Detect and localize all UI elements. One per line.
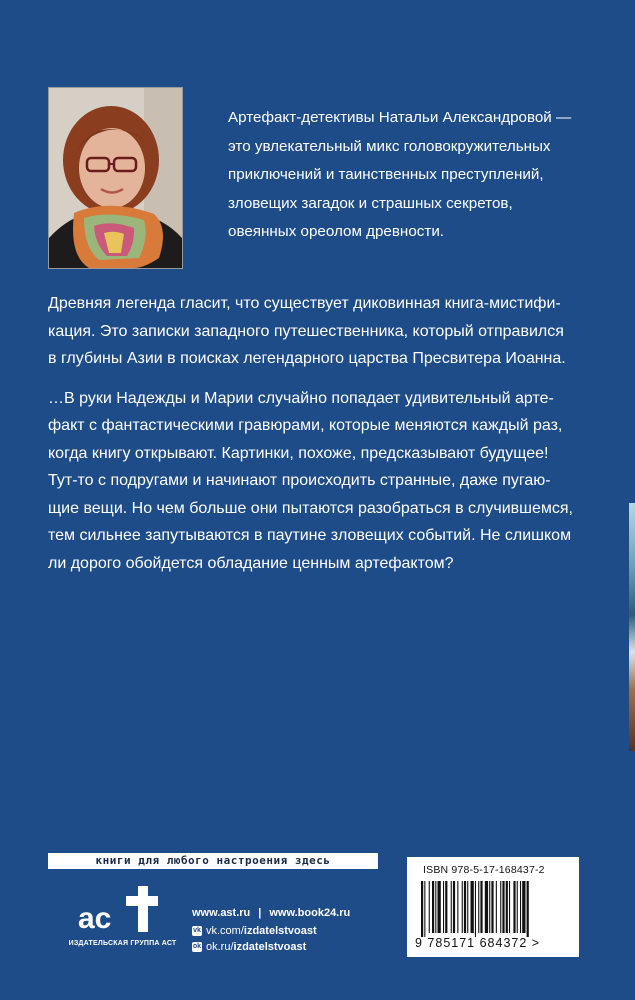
barcode-bar — [445, 881, 447, 933]
barcode-bar — [502, 881, 504, 933]
ast-logo-icon — [60, 880, 185, 940]
barcode-bar — [478, 881, 479, 933]
vk-link-row[interactable] — [192, 923, 350, 939]
barcode-bar — [443, 881, 444, 933]
svg-text:ac: ac — [78, 902, 112, 935]
barcode-bar — [500, 881, 501, 933]
vk-icon: vk — [193, 927, 201, 934]
barcode-bar — [491, 881, 493, 933]
barcode-bar — [435, 881, 436, 933]
barcode-bar — [520, 881, 521, 933]
barcode-bar — [517, 881, 518, 933]
author-intro — [228, 104, 608, 247]
author-photo — [48, 87, 183, 269]
barcode-image — [421, 881, 567, 937]
barcode-bar — [489, 881, 490, 933]
barcode-bar — [432, 881, 434, 933]
publisher-links — [192, 905, 350, 955]
description-paragraph-2: …В руки Надежды и Марии случайно попадает удивительный арте- факт с фантастическими гравюрами, которые меняются каждый раз, когда книгу открывают. Картинки, похоже, предсказывают будущее! Тут-то с подругами и начинают происходить странные, даже пугаю- щие вещи. Но чем больше они пытаются разобраться в случившемся, тем сильнее запутываются в паутине зловещих событий. Не слишком ли дорого обойдется обладание ценным артефактом? — [48, 389, 573, 572]
barcode-bar — [424, 881, 425, 937]
author-intro-text: Артефакт-детективы Натальи Александровой — это увлекательный микс головокружительных приключений и таинственных преступлений, зловещих загадок и страшных секретов, овеянных ореолом древности. — [228, 109, 572, 240]
barcode-bar — [457, 881, 458, 933]
vk-link[interactable] — [206, 923, 317, 939]
barcode-bar — [421, 881, 423, 937]
site-link-book24[interactable]: www.book24.ru — [269, 907, 351, 919]
barcode-bar — [480, 881, 482, 933]
ok-link-prefix: ok.ru/ — [206, 941, 234, 953]
barcode-bar — [451, 881, 452, 933]
slogan-banner: книги для любого настроения здесь — [48, 853, 378, 869]
barcode-bar — [467, 881, 468, 933]
barcode-bar — [471, 881, 474, 933]
website-links-row — [192, 905, 350, 921]
ok-icon: ok — [192, 943, 202, 950]
vk-link-handle: izdatelstvoast — [243, 925, 317, 937]
barcode-bar — [485, 881, 488, 933]
barcode-bar — [506, 881, 508, 933]
link-separator: | — [258, 907, 262, 919]
barcode-bar — [464, 881, 466, 933]
vk-link-prefix: vk.com/ — [206, 925, 244, 937]
barcode-bar — [475, 881, 476, 937]
barcode-bar — [438, 881, 441, 933]
barcode-digits: 9 785171 684372 > — [415, 936, 541, 950]
ok-link-handle: izdatelstvoast — [233, 941, 307, 953]
description-paragraph-1: Древняя легенда гласит, что существует диковинная книга-мистифи- кация. Это записки западного путешественника, который отправился в глубины Азии в поисках легендарного царства Пресвитера Иоанна. — [48, 295, 566, 367]
front-cover-edge — [629, 503, 635, 751]
isbn-label: ISBN 978-5-17-168437-2 — [423, 864, 545, 876]
barcode-bar — [496, 881, 497, 933]
barcode-bar — [522, 881, 525, 933]
barcode-bar — [513, 881, 515, 933]
isbn-barcode-box — [407, 857, 579, 957]
ok-link-row[interactable] — [192, 939, 350, 955]
barcode-bar — [453, 881, 455, 933]
site-link-ast[interactable]: www.ast.ru — [192, 907, 251, 919]
author-portrait-image — [49, 88, 182, 268]
barcode-bar — [527, 881, 529, 937]
ok-link[interactable] — [206, 939, 306, 955]
barcode-bar — [429, 881, 430, 933]
barcode-bar — [509, 881, 510, 933]
barcode-bar — [462, 881, 463, 933]
publisher-caption: ИЗДАТЕЛЬСКАЯ ГРУППА АСТ — [68, 940, 177, 947]
book-description — [48, 290, 578, 577]
